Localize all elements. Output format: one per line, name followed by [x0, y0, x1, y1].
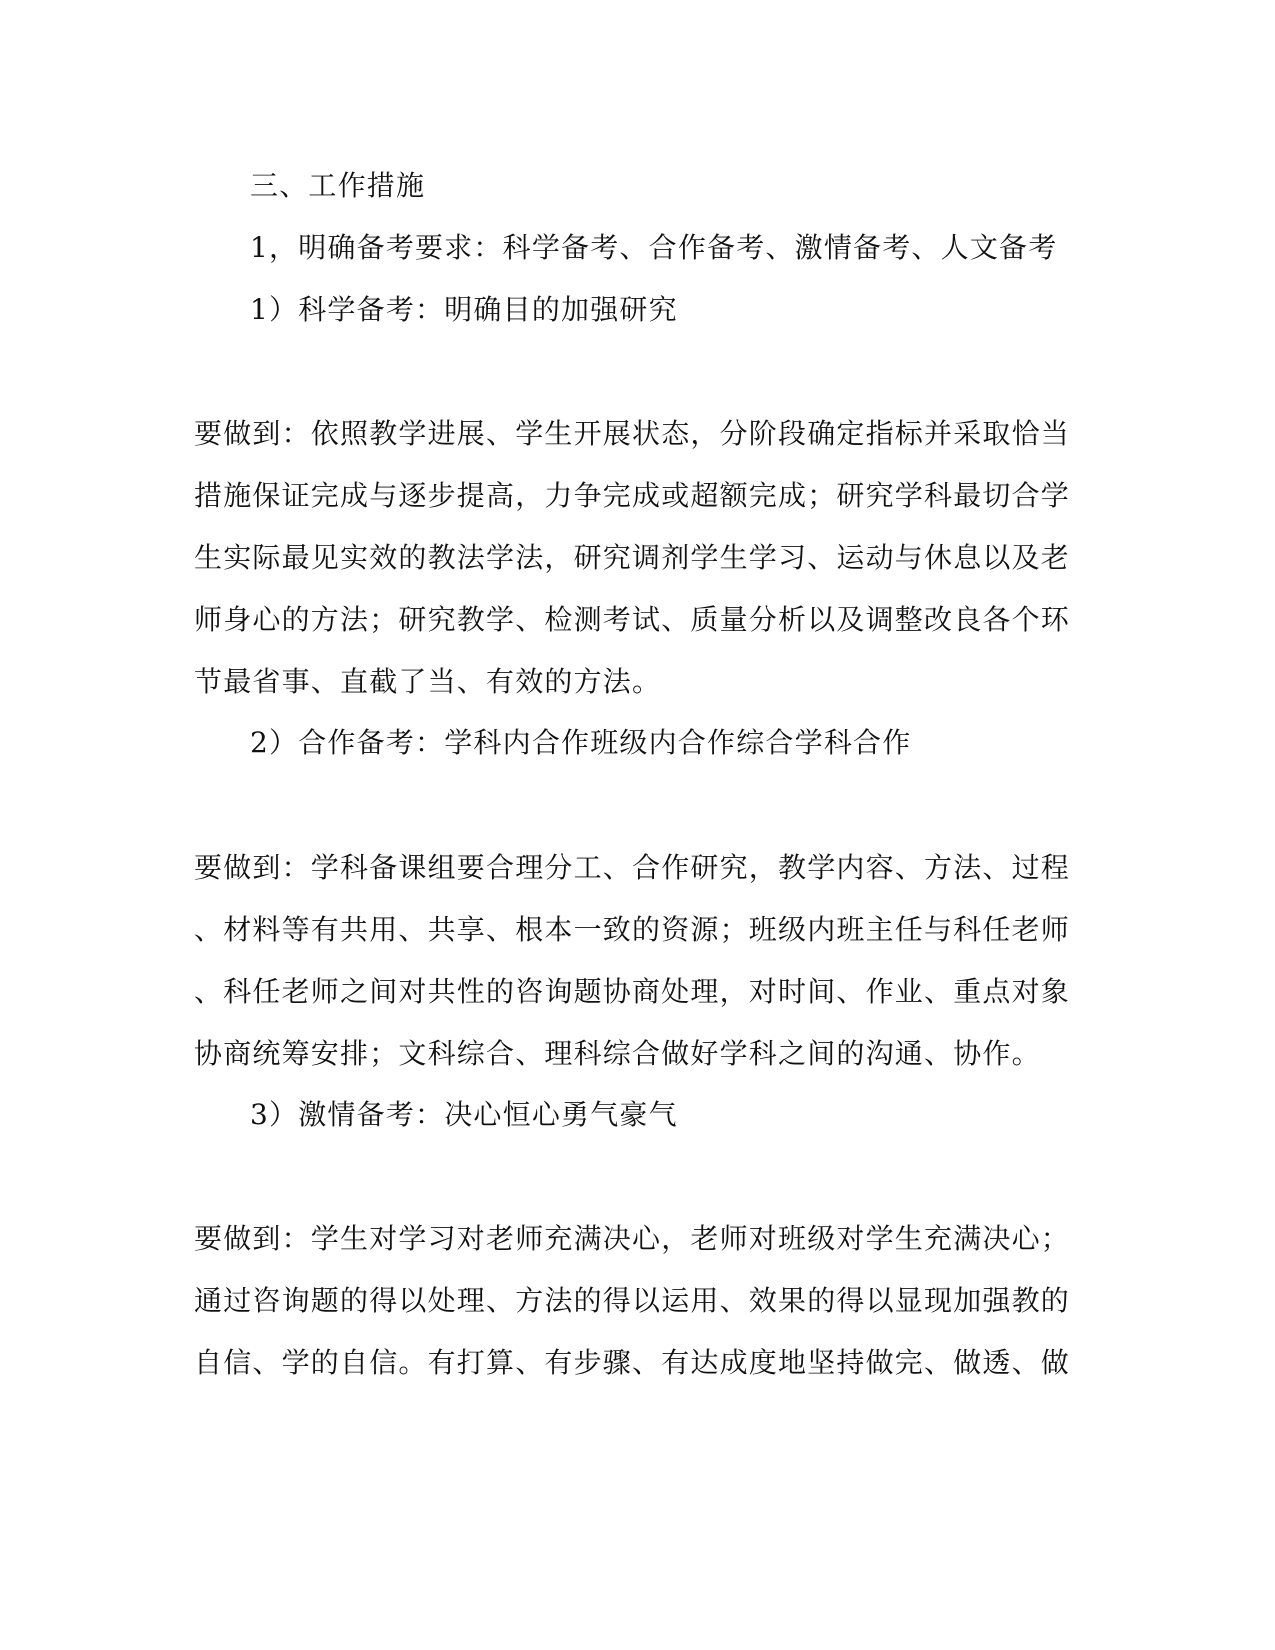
paragraph-line: 要做到：学生对学习对老师充满决心，老师对班级对学生充满决心；: [194, 1222, 1071, 1255]
item-heading-1: 1）科学备考：明确目的加强研究: [250, 293, 678, 326]
item-heading-3: 3）激情备考：决心恒心勇气豪气: [250, 1098, 678, 1131]
paragraph-line: 节最省事、直截了当、有效的方法。: [194, 665, 662, 698]
paragraph-line: 措施保证完成与逐步提高，力争完成或超额完成；研究学科最切合学: [194, 479, 1071, 512]
paragraph-line: 生实际最见实效的教法学法，研究调剂学生学习、运动与休息以及老: [194, 541, 1071, 574]
paragraph-line: 协商统筹安排；文科综合、理科综合做好学科之间的沟通、协作。: [194, 1037, 1041, 1070]
section-heading: 三、工作措施: [250, 169, 426, 202]
paragraph-line: 自信、学的自信。有打算、有步骤、有达成度地坚持做完、做透、做: [194, 1346, 1071, 1379]
paragraph-line: 、材料等有共用、共享、根本一致的资源；班级内班主任与科任老师: [194, 913, 1071, 946]
paragraph-line: 师身心的方法；研究教学、检测考试、质量分析以及调整改良各个环: [194, 603, 1071, 636]
paragraph-line: 要做到：依照教学进展、学生开展状态，分阶段确定指标并采取恰当: [194, 417, 1071, 450]
item-heading-2: 2）合作备考：学科内合作班级内合作综合学科合作: [250, 726, 912, 759]
paragraph-line: 通过咨询题的得以处理、方法的得以运用、效果的得以显现加强教的: [194, 1284, 1071, 1317]
paragraph-line: 、科任老师之间对共性的咨询题协商处理，对时间、作业、重点对象: [194, 975, 1071, 1008]
paragraph-line: 要做到：学科备课组要合理分工、合作研究，教学内容、方法、过程: [194, 851, 1071, 884]
subsection-heading: 1，明确备考要求：科学备考、合作备考、激情备考、人文备考: [250, 231, 1058, 264]
